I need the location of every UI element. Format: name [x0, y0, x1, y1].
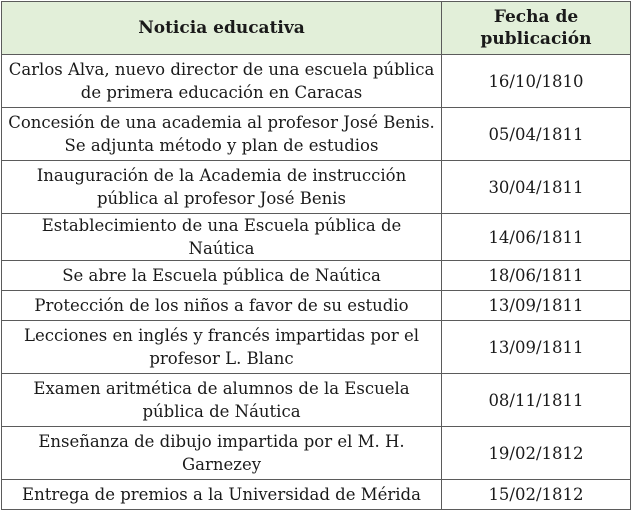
fecha-cell: 08/11/1811 [442, 374, 631, 427]
header-noticia: Noticia educativa [2, 2, 442, 55]
noticia-cell: Concesión de una academia al profesor José Benis. Se adjunta método y plan de estudios [2, 108, 442, 161]
table-row [2, 108, 631, 161]
noticia-cell: Establecimiento de una Escuela pública de Naútica [2, 214, 442, 261]
fecha-cell: 30/04/1811 [442, 161, 631, 214]
fecha-cell: 16/10/1810 [442, 55, 631, 108]
noticia-cell: Lecciones en inglés y francés impartidas por el profesor L. Blanc [2, 321, 442, 374]
fecha-cell: 13/09/1811 [442, 321, 631, 374]
table-row [2, 291, 631, 321]
fecha-cell: 14/06/1811 [442, 214, 631, 261]
table-row [2, 321, 631, 374]
noticia-cell: Protección de los niños a favor de su estudio [2, 291, 442, 321]
table-row [2, 374, 631, 427]
table-row [2, 55, 631, 108]
fecha-cell: 18/06/1811 [442, 261, 631, 291]
fecha-cell: 15/02/1812 [442, 480, 631, 510]
table-row [2, 427, 631, 480]
noticia-cell: Entrega de premios a la Universidad de Mérida [2, 480, 442, 510]
table-row [2, 261, 631, 291]
fecha-cell: 19/02/1812 [442, 427, 631, 480]
table-row [2, 161, 631, 214]
fecha-cell: 13/09/1811 [442, 291, 631, 321]
header-fecha: Fecha de publicación [442, 2, 631, 55]
noticia-cell: Enseñanza de dibujo impartida por el M. H. Garnezey [2, 427, 442, 480]
fecha-cell: 05/04/1811 [442, 108, 631, 161]
noticia-cell: Se abre la Escuela pública de Naútica [2, 261, 442, 291]
table-row [2, 480, 631, 510]
news-table [1, 1, 631, 510]
noticia-cell: Carlos Alva, nuevo director de una escuela pública de primera educación en Caracas [2, 55, 442, 108]
noticia-cell: Inauguración de la Academia de instrucción pública al profesor José Benis [2, 161, 442, 214]
header-row [2, 2, 631, 55]
table-row [2, 214, 631, 261]
noticia-cell: Examen aritmética de alumnos de la Escuela pública de Náutica [2, 374, 442, 427]
